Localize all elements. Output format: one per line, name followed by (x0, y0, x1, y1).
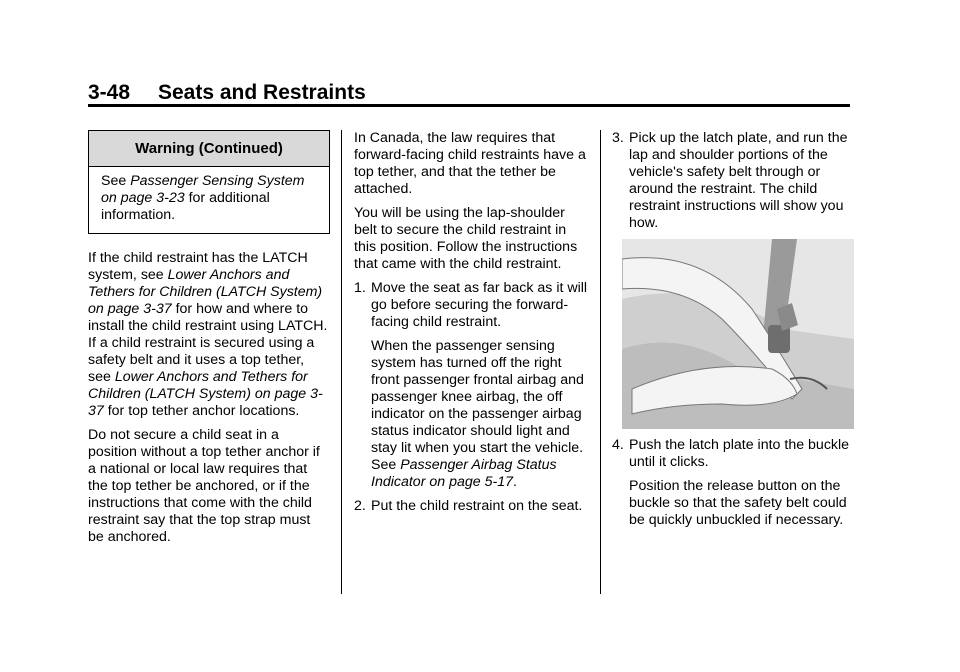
page-header (88, 80, 850, 106)
step-text: Pick up the latch plate, and run the lap and shoulder portions of the vehicle's safety belt through or around the restraint. The child restraint instructions will show you how. (629, 130, 848, 231)
step-text: Push the latch plate into the buckle until it clicks. (629, 437, 850, 470)
steps-list-right (612, 130, 852, 232)
warning-text: See (101, 173, 131, 189)
step-1 (354, 280, 590, 491)
canada-paragraph: In Canada, the law requires that forward-facing child restraints have a top tether, and that the tether be attached. (354, 130, 586, 197)
step-text: Move the seat as far back as it will go before securing the forward-facing child restraint. (371, 280, 588, 330)
header-rule (88, 104, 850, 107)
tether-paragraph: Do not secure a child seat in a position without a top tether anchor if a national or local law requires that the top tether be anchored, or if the instructions that come with the child restraint say that the top strap must be anchored. (88, 427, 320, 545)
latch-text-1: If the child restraint has the LATCH system, see (88, 250, 308, 283)
step-number: 1. (354, 280, 366, 296)
latch-paragraph (88, 250, 330, 420)
section-title: Seats and Restraints (158, 81, 366, 104)
column-divider-right (600, 130, 601, 594)
latch-text-2: for how and where to install the child restraint using LATCH. If a child restraint is secured using a safety belt and it uses a top tether, see (88, 301, 328, 385)
latch-link-1[interactable]: Lower Anchors and Tethers for Children (LATCH System) on page 3-37 (88, 267, 323, 317)
step-number: 2. (354, 498, 366, 514)
seat-belt-illustration (622, 239, 854, 429)
latch-link-2[interactable]: Lower Anchors and Tethers for Children (LATCH System) on page 3-37 (88, 369, 323, 419)
step-number: 4. (612, 437, 624, 453)
step-2 (354, 498, 590, 515)
warning-box (88, 130, 330, 234)
left-column (88, 130, 330, 553)
airbag-indicator-link[interactable]: Passenger Airbag Status Indicator on page 5-17 (371, 457, 557, 490)
lap-shoulder-paragraph: You will be using the lap-shoulder belt to secure the child restraint in this position. Follow the instructions that came with the child restraint. (354, 205, 578, 272)
latch-text-3: for top tether anchor locations. (103, 403, 300, 419)
step-subtext: Position the release button on the buckle so that the safety belt could be quickly unbuckled if necessary. (629, 478, 847, 528)
step-3 (612, 130, 852, 232)
warning-link[interactable]: Passenger Sensing System on page 3-23 (101, 173, 305, 206)
step-4 (612, 437, 852, 529)
warning-body (89, 167, 329, 233)
middle-column (354, 130, 590, 522)
latch-plate-illustration (622, 239, 854, 429)
step-subtext-2: . (512, 474, 517, 490)
warning-text-end: for additional information. (101, 190, 270, 223)
step-subtext-1: When the passenger sensing system has turned off the right front passenger frontal airbag and passenger knee airbag, the off indicator on the passenger airbag status indicator should light and stay lit when you start the vehicle. See (371, 338, 584, 473)
step-subtext (371, 338, 590, 491)
steps-list-middle (354, 280, 590, 515)
right-column (612, 130, 852, 536)
step-text: Put the child restraint on the seat. (371, 498, 583, 514)
page-number: 3-48 (88, 81, 131, 104)
warning-heading: Warning (Continued) (89, 131, 329, 167)
step-number: 3. (612, 130, 624, 146)
steps-list-right-2 (612, 437, 852, 529)
column-divider-left (341, 130, 342, 594)
